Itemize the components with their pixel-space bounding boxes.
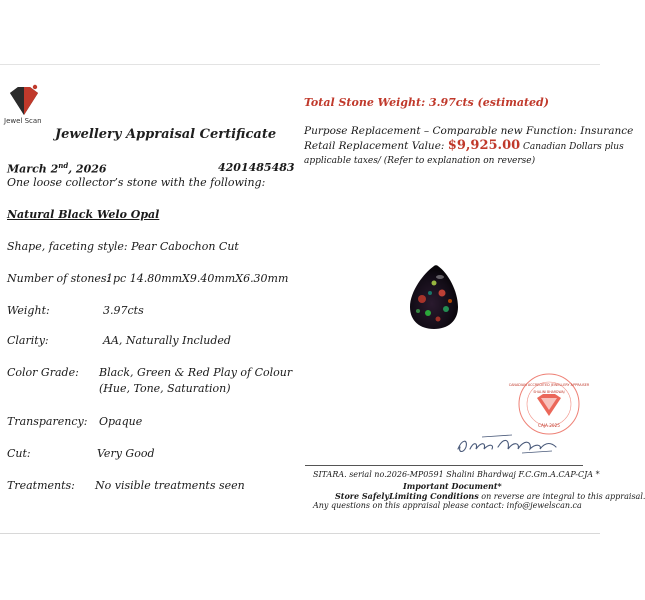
opal-stone-image bbox=[408, 263, 460, 331]
footer-serial: SITARA. serial no.2026-MP0591 Shalini Bhardwaj F.C.Gm.A.CAP-CJA * bbox=[313, 470, 600, 479]
footer-conditions: Store SafelyLimiting Conditions on reverse are integral to this appraisal. bbox=[335, 491, 645, 501]
total-stone-weight: Total Stone Weight: 3.97cts (estimated) bbox=[304, 96, 549, 109]
certificate-date: March 2nd, 2026 bbox=[7, 161, 107, 176]
seal-mid-text: SHALINI BHARDWAJ bbox=[533, 390, 565, 394]
detail-label: Clarity: bbox=[7, 334, 49, 347]
certificate-description: One loose collector’s stone with the following: bbox=[7, 176, 266, 189]
detail-value: 3.97cts bbox=[103, 304, 144, 317]
caja-seal-icon bbox=[508, 372, 590, 436]
footer-divider bbox=[305, 465, 583, 466]
detail-value: Black, Green & Red Play of Colour bbox=[99, 366, 293, 379]
detail-label: Weight: bbox=[7, 304, 50, 317]
detail-value: 1pc 14.80mmX9.40mmX6.30mm bbox=[106, 272, 289, 285]
stone-name: Natural Black Welo Opal bbox=[7, 208, 160, 221]
seal-bottom-text: CAJA 2025 bbox=[538, 423, 560, 428]
jewel-scan-logo-icon bbox=[6, 83, 42, 119]
logo-text: Jewel Scan bbox=[4, 117, 42, 125]
taxes-note: applicable taxes/ (Refer to explanation on reverse) bbox=[304, 156, 536, 166]
seal-top-text: CANADIAN ACCREDITED JEWELLERY APPRAISER bbox=[508, 383, 590, 387]
detail-value: No visible treatments seen bbox=[95, 479, 245, 492]
detail-label: Number of stones: bbox=[7, 272, 111, 285]
detail-value: Opaque bbox=[99, 415, 143, 428]
footer-contact: Any questions on this appraisal please contact: info@jewelscan.ca bbox=[313, 501, 582, 510]
appraisal-certificate bbox=[0, 64, 645, 534]
signature-image bbox=[452, 429, 564, 459]
footer-important: Important Document* bbox=[403, 481, 502, 491]
detail-label: Color Grade: bbox=[7, 366, 79, 379]
detail-label: Transparency: bbox=[7, 415, 88, 428]
detail-label: Treatments: bbox=[7, 479, 75, 492]
shape-line: Shape, faceting style: Pear Cabochon Cut bbox=[7, 240, 239, 253]
certificate-title: Jewellery Appraisal Certificate bbox=[55, 127, 277, 142]
detail-value: Very Good bbox=[97, 447, 155, 460]
detail-label: Cut: bbox=[7, 447, 31, 460]
detail-value: AA, Naturally Included bbox=[103, 334, 231, 347]
retail-value-line: Retail Replacement Value: $9,925.00 Canadian Dollars plus bbox=[304, 138, 624, 153]
retail-price: $9,925.00 bbox=[447, 138, 521, 153]
detail-value-secondary: (Hue, Tone, Saturation) bbox=[99, 382, 231, 395]
purpose-line: Purpose Replacement – Comparable new Function: Insurance bbox=[304, 125, 634, 137]
certificate-number: 4201485483 bbox=[218, 161, 295, 174]
